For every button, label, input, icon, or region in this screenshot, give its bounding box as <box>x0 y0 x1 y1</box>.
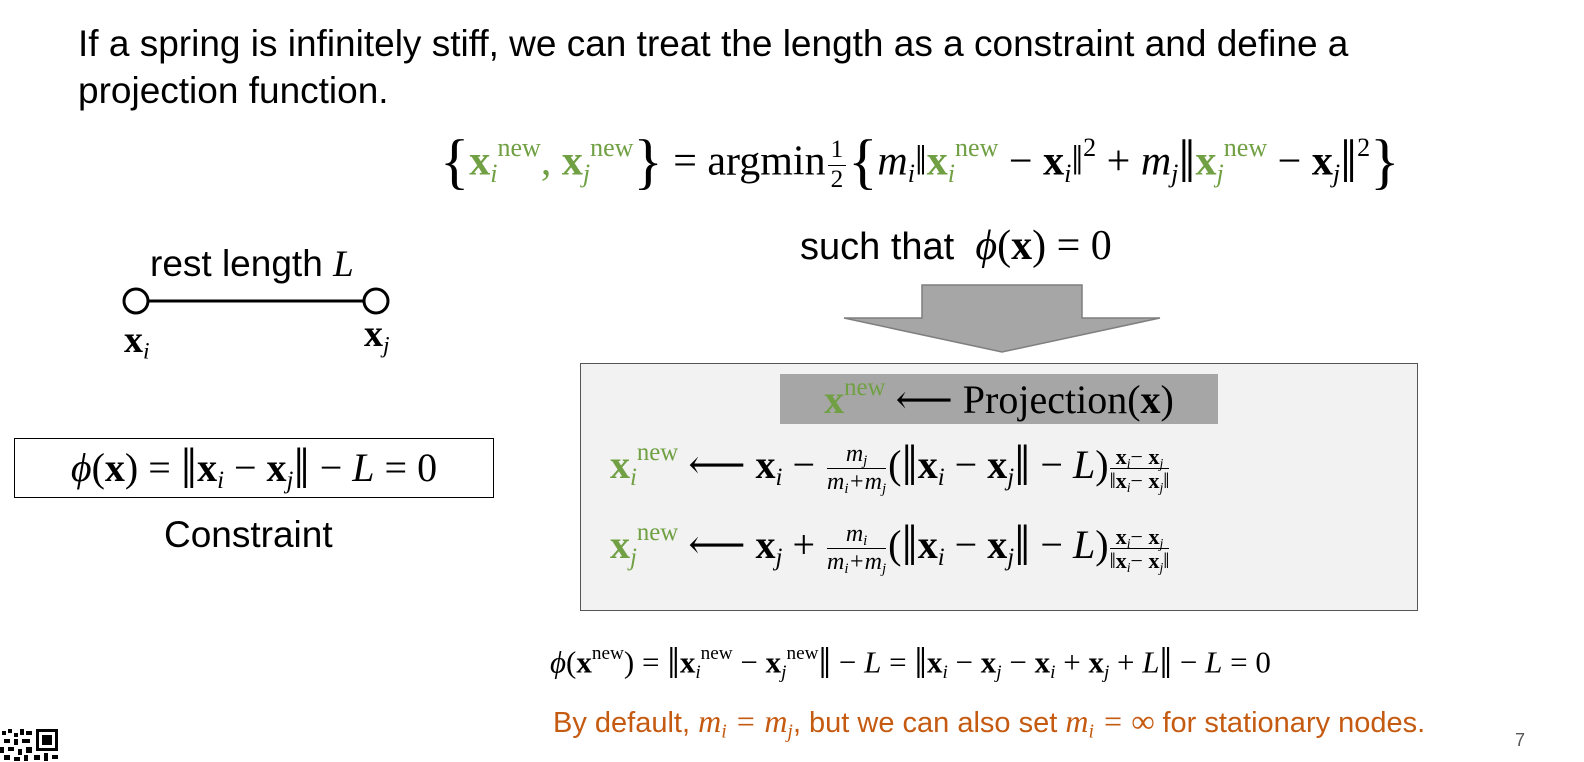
projection-title: $x^{new}$ ⟵ Projection(x) <box>780 374 1218 424</box>
constraint-check-equation: $\phi(x^{new})$ = $‖x_i^{new}$ − $x_j^{new}‖ - L$ = $‖x_i - x_j - x_i + x_j$ + L‖ − L = 0 <box>550 638 1271 688</box>
qr-code-icon <box>0 727 60 762</box>
node-j <box>364 289 388 313</box>
projection-update-i: $x_i^{new}$ ⟵ $x_i$ − $\frac{m_j}{m_i+m_j}$ ($‖x_i$ − $x_j‖ - L$) $\frac{x_i- x_j}{‖x_i- x_j‖}$ <box>610 433 1170 498</box>
constraint-equation-box: $\phi(x) = ‖x_i$ − $x_j‖ - L = 0$ <box>14 438 494 498</box>
rest-length-label: rest length L <box>150 243 354 285</box>
down-arrow-icon <box>842 284 1162 354</box>
constraint-caption: Constraint <box>164 514 333 555</box>
spring-diagram <box>118 282 398 322</box>
node-j-label: $x_j$ <box>364 313 390 359</box>
such-that-label: such that <box>800 226 955 268</box>
page-number: 7 <box>1515 730 1526 750</box>
such-that-condition: such that ϕ(x) = 0 <box>800 223 1112 269</box>
argmin-equation: {$x_i^{new}$, $x_j^{new}\} = argmin$ $\frac{1}{2}$ {$m_i‖x_i^{new}$ − $x_i‖^2$ + $m_j‖x_j^{new}$ − $x_j‖^2$} <box>440 129 1400 196</box>
stationary-nodes-note: By default, $m_i = m_j$, but we can also set $m_i$ = ∞ for stationary nodes. <box>553 703 1426 743</box>
projection-update-j: $x_j^{new}$ ⟵ $x_j$ + $\frac{m_i}{m_i+m_j}$ ($‖x_i$ − $x_j‖ - L$) $\frac{x_i- x_j}{‖x_i- x_j‖}$ <box>610 513 1170 578</box>
argmin-operator: argmin <box>707 138 826 185</box>
node-i-label: $x_i$ <box>124 319 150 365</box>
half-fraction: $\frac{1}{2}$ <box>828 136 847 195</box>
intro-text: If a spring is infinitely stiff, we can treat the length as a constraint and define a projection function. <box>78 23 1349 111</box>
node-i <box>124 289 148 313</box>
